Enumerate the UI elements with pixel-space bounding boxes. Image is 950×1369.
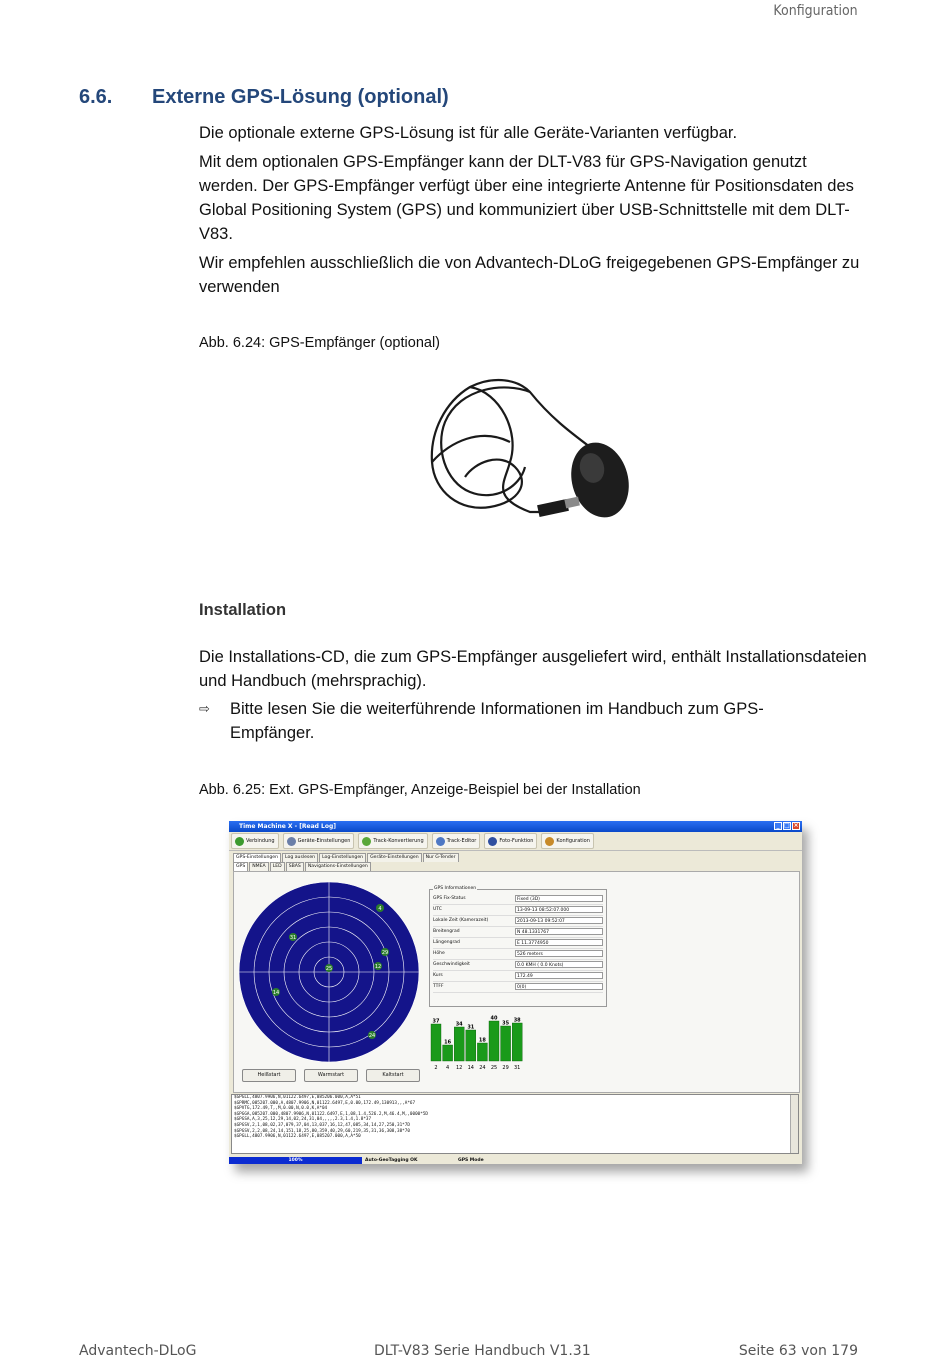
info-row-longitude: Längengrad E 11.3774950 bbox=[433, 938, 603, 949]
gps-info-legend: GPS Informationen bbox=[434, 886, 477, 891]
tab-navigation-settings[interactable]: Navigations-Einstellungen bbox=[305, 862, 371, 871]
svg-text:25: 25 bbox=[325, 966, 333, 972]
snr-bar bbox=[443, 1045, 453, 1061]
satellite-marker-29 bbox=[381, 948, 389, 956]
app-screenshot bbox=[229, 821, 802, 1164]
toolbar-photo-button[interactable]: Foto-Funktion bbox=[484, 833, 537, 849]
photo-icon bbox=[488, 837, 497, 846]
satellite-marker-4 bbox=[376, 904, 384, 912]
snr-value-label: 34 bbox=[455, 1021, 463, 1028]
toolbar-configuration-button[interactable]: Konfiguration bbox=[541, 833, 593, 849]
info-row-course: Kurs 172.49 bbox=[433, 971, 603, 982]
paragraph-1: Die optionale externe GPS-Lösung ist für alle Geräte-Varianten verfügbar. bbox=[199, 124, 738, 142]
satellite-marker-31 bbox=[289, 933, 297, 941]
figure-caption-2: Abb. 6.25: Ext. GPS-Empfänger, Anzeige-Beispiel bei der Installation bbox=[199, 782, 641, 798]
svg-text:31: 31 bbox=[289, 935, 297, 941]
tab-led[interactable]: LED bbox=[270, 862, 285, 871]
snr-value-label: 35 bbox=[502, 1020, 510, 1027]
info-row-speed: Geschwindigkeit 0.0 KMH ( 0.0 Knots) bbox=[433, 960, 603, 971]
window-titlebar bbox=[229, 821, 802, 832]
info-value: 13-09-13 08:52:07.000 bbox=[515, 906, 603, 913]
snr-category-label: 12 bbox=[456, 1065, 463, 1071]
info-row-utc: UTC 13-09-13 08:52:07.000 bbox=[433, 905, 603, 916]
section-number: 6.6. bbox=[79, 86, 113, 108]
toolbar-track-conversion-button[interactable]: Track-Konvertierung bbox=[358, 833, 427, 849]
snr-bar bbox=[431, 1024, 441, 1061]
tab-gps[interactable]: GPS bbox=[233, 862, 248, 871]
gps-info-box bbox=[429, 886, 607, 1007]
running-header: Konfiguration bbox=[773, 3, 858, 19]
info-row-altitude: Höhe 526 meters bbox=[433, 949, 603, 960]
snr-bar bbox=[477, 1043, 487, 1061]
info-value: N 48.1331767 bbox=[515, 928, 603, 935]
info-value: 526 meters bbox=[515, 950, 603, 957]
section-title: Externe GPS-Lösung (optional) bbox=[152, 86, 449, 108]
tab-g-tender[interactable]: Nur G-Tender bbox=[423, 853, 459, 862]
snr-bar bbox=[489, 1021, 499, 1061]
svg-text:14: 14 bbox=[272, 990, 280, 996]
close-icon[interactable]: × bbox=[793, 822, 799, 829]
log-line: $GPGSA,A,3,25,12,29,14,02,24,31,04,,,,,2.3,1.4,1.8*37 bbox=[234, 1117, 372, 1123]
main-tabs bbox=[233, 853, 802, 862]
snr-bar bbox=[512, 1023, 522, 1061]
info-row-latitude: Breitengrad N 48.1331767 bbox=[433, 927, 603, 938]
snr-value-label: 40 bbox=[490, 1015, 498, 1022]
satellite-marker-25 bbox=[325, 964, 333, 972]
satellite-marker-14 bbox=[272, 988, 280, 996]
cold-start-button[interactable]: Kaltstart bbox=[366, 1069, 420, 1082]
info-row-fix-status: GPS Fix-Status Fixed (3D) bbox=[433, 894, 603, 905]
figure-caption-1: Abb. 6.24: GPS-Empfänger (optional) bbox=[199, 335, 440, 351]
log-line: $GPGGA,085207.000,4807.9906,N,01122.6497,E,1,08,1.4,526.2,M,46.4,M,,0000*5D bbox=[234, 1111, 429, 1117]
paragraph-2: Mit dem optionalen GPS-Empfänger kann der DLT-V83 für GPS-Navigation genutzt werden. Der GPS-Empfänger verfügt über eine integrierte Antenne für Positionsdaten des Global Positioning System (GPS) und kommuniziert über USB-Schnittstelle mit dem DLT-V83. bbox=[199, 153, 854, 243]
satellite-radar bbox=[237, 880, 422, 1065]
gps-mode-status: GPS Mode bbox=[458, 1158, 484, 1163]
svg-text:4: 4 bbox=[378, 906, 382, 912]
tab-read-log[interactable]: Log auslesen bbox=[282, 853, 318, 862]
bullet-item bbox=[199, 697, 839, 745]
toolbar-device-settings-button[interactable]: Geräte-Einstellungen bbox=[283, 833, 355, 849]
info-row-local-time: Lokale Zeit (Kamerazeit) 2013-09-13 09:52:07 bbox=[433, 916, 603, 927]
tab-device-settings[interactable]: Geräte-Einstellungen bbox=[367, 853, 422, 862]
snr-category-label: 24 bbox=[479, 1065, 486, 1071]
log-line: $GPGLL,4807.9906,N,01122.6497,E,085207.000,A,A*50 bbox=[234, 1134, 361, 1140]
toolbar-track-editor-button[interactable]: Track-Editor bbox=[432, 833, 481, 849]
log-scrollbar[interactable] bbox=[790, 1095, 798, 1153]
installation-text: Die Installations-CD, die zum GPS-Empfänger ausgeliefert wird, enthält Installationsdateien und Handbuch (mehrsprachig). bbox=[199, 648, 867, 690]
sub-tabs bbox=[233, 862, 802, 871]
snr-bar bbox=[466, 1030, 476, 1061]
satellite-marker-12 bbox=[374, 962, 382, 970]
snr-bar bbox=[454, 1027, 464, 1061]
configuration-icon bbox=[545, 837, 554, 846]
snr-value-label: 31 bbox=[467, 1024, 475, 1031]
snr-value-label: 38 bbox=[513, 1017, 521, 1024]
gps-receiver-image bbox=[420, 372, 640, 532]
bullet-text: Bitte lesen Sie die weiterführende Informationen im Handbuch zum GPS-Empfänger. bbox=[230, 700, 764, 742]
snr-value-label: 18 bbox=[478, 1037, 486, 1044]
warm-start-button[interactable]: Warmstart bbox=[304, 1069, 358, 1082]
log-line: $GPVTG,172.49,T,,M,0.00,N,0.0,K,A*04 bbox=[234, 1106, 328, 1112]
snr-bar-chart bbox=[429, 1012, 529, 1072]
connection-icon bbox=[235, 837, 244, 846]
snr-category-label: 4 bbox=[446, 1065, 450, 1071]
svg-text:24: 24 bbox=[368, 1033, 376, 1039]
snr-bar bbox=[501, 1026, 511, 1061]
progress-indicator: 100% bbox=[229, 1157, 362, 1164]
geotag-status: Auto-GeoTagging OK bbox=[365, 1158, 418, 1163]
track-editor-icon bbox=[436, 837, 445, 846]
satellite-marker-24 bbox=[368, 1031, 376, 1039]
info-value: 0.0 KMH ( 0.0 Knots) bbox=[515, 961, 603, 968]
svg-text:12: 12 bbox=[374, 964, 382, 970]
app-toolbar bbox=[229, 832, 802, 851]
log-line: $GPGSV,2,2,08,24,14,151,18,25,80,359,40,29,60,219,35,31,36,308,38*70 bbox=[234, 1128, 410, 1134]
paragraph-3: Wir empfehlen ausschließlich die von Advantech-DLoG freigegebenen GPS-Empfänger zu verwenden bbox=[199, 254, 860, 296]
svg-text:29: 29 bbox=[381, 950, 389, 956]
arrow-right-icon: ⇨ bbox=[199, 701, 210, 716]
tab-nmea[interactable]: NMEA bbox=[249, 862, 268, 871]
hot-start-button[interactable]: Heißstart bbox=[242, 1069, 296, 1082]
footer-right: Seite 63 von 179 bbox=[738, 1343, 858, 1359]
device-icon bbox=[287, 837, 296, 846]
nmea-log[interactable] bbox=[231, 1094, 799, 1154]
toolbar-connection-button[interactable]: Verbindung bbox=[231, 833, 279, 849]
status-bar bbox=[229, 1157, 802, 1164]
window-title: Time Machine X - [Read Log] bbox=[239, 823, 337, 830]
snr-category-label: 25 bbox=[490, 1065, 498, 1071]
snr-category-label: 29 bbox=[502, 1065, 509, 1071]
tab-log-settings[interactable]: Log-Einstellungen bbox=[319, 853, 366, 862]
tab-gps-settings[interactable]: GPS-Einstellungen bbox=[233, 853, 281, 862]
footer-left: Advantech-DLoG bbox=[79, 1343, 197, 1359]
info-value: Fixed (3D) bbox=[515, 895, 603, 902]
maximize-icon[interactable]: □ bbox=[784, 822, 790, 829]
installation-heading: Installation bbox=[199, 601, 287, 619]
log-line: $GPRMC,085207.000,A,4807.9906,N,01122.6497,E,0.00,172.49,130913,,,A*67 bbox=[234, 1100, 416, 1106]
snr-category-label: 14 bbox=[467, 1065, 474, 1071]
snr-category-label: 31 bbox=[514, 1065, 521, 1071]
info-value: 2013-09-13 09:52:07 bbox=[515, 917, 603, 924]
info-value: 0(0) bbox=[515, 983, 603, 990]
info-value: E 11.3774950 bbox=[515, 939, 603, 946]
log-line: $GPGLL,4807.9906,N,01122.6497,E,085206.000,A,A*51 bbox=[234, 1095, 361, 1100]
gps-panel bbox=[233, 871, 800, 1093]
snr-value-label: 16 bbox=[444, 1039, 452, 1046]
track-convert-icon bbox=[362, 837, 371, 846]
log-line: $GPGSV,2,1,08,02,37,079,37,04,13,037,16,12,47,085,34,14,27,250,31*7D bbox=[234, 1122, 410, 1128]
tab-sbas[interactable]: SBAS bbox=[286, 862, 304, 871]
footer-center: DLT-V83 Serie Handbuch V1.31 bbox=[374, 1343, 591, 1359]
snr-category-label: 2 bbox=[434, 1065, 438, 1071]
info-row-ttff: TTFF 0(0) bbox=[433, 982, 603, 993]
info-value: 172.49 bbox=[515, 972, 603, 979]
snr-value-label: 37 bbox=[432, 1018, 440, 1025]
minimize-icon[interactable]: _ bbox=[774, 822, 782, 830]
